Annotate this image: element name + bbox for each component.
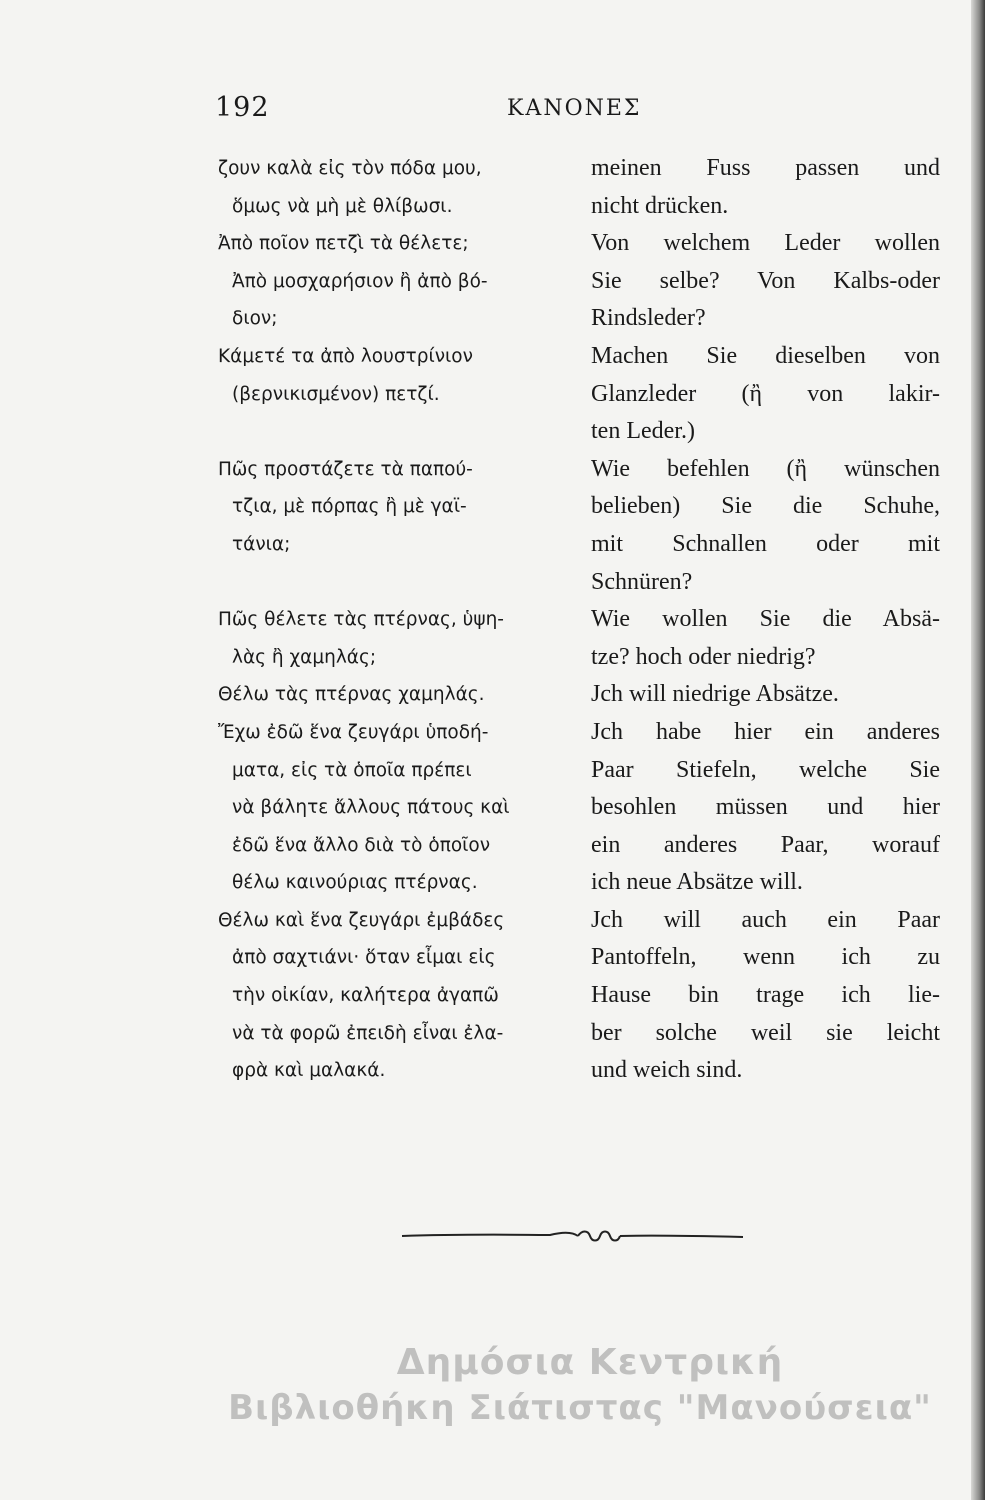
german-phrase	[591, 601, 940, 676]
greek-phrase	[218, 338, 591, 451]
ornament-right-line	[620, 1236, 743, 1237]
phrase-entry	[218, 225, 940, 338]
german-phrase	[591, 676, 940, 714]
phrase-entry	[218, 902, 940, 1090]
phrase-entry	[218, 338, 940, 451]
german-line: Paar Stiefeln, welche Sie	[591, 756, 940, 783]
german-line: Jch habe hier ein anderes	[591, 718, 940, 745]
greek-line: θέλω καινούριας πτέρνας.	[232, 872, 478, 894]
german-line: tze? hoch oder niedrig?	[591, 643, 816, 670]
greek-line: νὰ βάλητε ἄλλους πάτους καὶ	[232, 797, 510, 819]
greek-line: Πῶς θέλετε τὰς πτέρνας, ὑψη-	[218, 609, 504, 631]
greek-line: διον;	[232, 308, 278, 330]
greek-phrase	[218, 714, 591, 902]
phrase-entry	[218, 451, 940, 601]
greek-phrase	[218, 601, 591, 676]
german-phrase	[591, 451, 940, 601]
phrase-entry	[218, 714, 940, 902]
greek-phrase	[218, 451, 591, 601]
greek-line: ἀπὸ σαχτιάνι· ὅταν εἶμαι εἰς	[232, 947, 496, 969]
german-phrase	[591, 714, 940, 902]
phrasebook-columns	[218, 150, 940, 1090]
german-line: und weich sind.	[591, 1057, 743, 1084]
greek-line: ἐδῶ ἕνα ἄλλο διὰ τὸ ὁποῖον	[232, 834, 491, 856]
page-header	[215, 92, 940, 132]
library-watermark-line1: Δημόσια Κεντρική	[396, 1342, 784, 1383]
german-line: ber solche weil sie leicht	[591, 1019, 940, 1046]
german-line: meinen Fuss passen und	[591, 155, 940, 181]
page-number: 192	[215, 92, 270, 123]
greek-line: Ἔχω ἐδῶ ἕνα ζευγάρι ὑποδή-	[218, 721, 489, 743]
german-line: Pantoffeln, wenn ich zu	[591, 944, 940, 971]
german-line: ein anderes Paar, worauf	[591, 831, 940, 858]
greek-phrase	[218, 902, 591, 1090]
greek-line: φρὰ καὶ μαλακά.	[232, 1060, 386, 1082]
german-phrase	[591, 150, 940, 225]
page-edge	[971, 0, 985, 1500]
greek-line: Κάμετέ τα ἀπὸ λουστρίνιον	[218, 345, 473, 367]
greek-line: τὴν οἰκίαν, καλήτερα ἀγαπῶ	[232, 985, 499, 1007]
greek-phrase	[218, 150, 591, 225]
ornament-divider	[400, 1224, 745, 1248]
greek-phrase	[218, 676, 591, 714]
german-line: besohlen müssen und hier	[591, 794, 940, 821]
german-line: Sie selbe? Von Kalbs-oder	[591, 267, 940, 294]
german-line: Hause bin trage ich lie-	[591, 982, 940, 1009]
greek-line: νὰ τὰ φορῶ ἐπειδὴ εἶναι ἐλα-	[232, 1022, 504, 1044]
greek-line: ζουν καλὰ εἰς τὸν πόδα μου,	[218, 158, 482, 179]
greek-line: Ἀπὸ ποῖον πετζὶ τὰ θέλετε;	[218, 233, 469, 255]
library-watermark-line2: Βιβλιοθήκη Σιάτιστας "Μανούσεια"	[228, 1388, 932, 1428]
ornament-left-line	[402, 1233, 578, 1236]
german-line: belieben) Sie die Schuhe,	[591, 493, 940, 520]
german-phrase	[591, 902, 940, 1090]
greek-line: (βερνικισμένον) πετζί.	[232, 383, 440, 405]
phrase-entry	[218, 150, 940, 225]
greek-line: ὅμως νὰ μὴ μὲ θλίβωσι.	[232, 195, 453, 217]
german-phrase	[591, 338, 940, 451]
running-title: ΚΑΝΟΝΕΣ	[507, 96, 642, 121]
german-line: Jch will niedrige Absätze.	[591, 681, 839, 708]
german-line: Glanzleder (ἢ von lakir-	[591, 380, 940, 407]
greek-line: τζια, μὲ πόρπας ἢ μὲ γαϊ-	[232, 496, 467, 518]
german-line: ich neue Absätze will.	[591, 869, 803, 896]
german-line: Schnüren?	[591, 568, 693, 595]
german-line: Wie befehlen (ἢ wünschen	[591, 455, 940, 482]
german-line: ten Leder.)	[591, 418, 695, 445]
phrase-entry	[218, 676, 940, 714]
german-line: Rindsleder?	[591, 305, 706, 332]
german-line: nicht drücken.	[591, 192, 729, 219]
german-line: Jch will auch ein Paar	[591, 906, 940, 933]
greek-line: τάνια;	[232, 533, 291, 555]
ornament-center-loops	[578, 1232, 620, 1241]
greek-line: λὰς ἢ χαμηλάς;	[232, 646, 377, 668]
greek-line: Ἀπὸ μοσχαρήσιον ἢ ἀπὸ βό-	[232, 270, 488, 292]
greek-line: Πῶς προστάζετε τὰ παπού-	[218, 458, 473, 480]
greek-line: Θέλω καὶ ἕνα ζευγάρι ἐμβάδες	[218, 909, 505, 931]
german-line: Von welchem Leder wollen	[591, 230, 940, 257]
phrase-entry	[218, 601, 940, 676]
german-line: mit Schnallen oder mit	[591, 530, 940, 557]
greek-phrase	[218, 225, 591, 338]
german-line: Wie wollen Sie die Absä-	[591, 606, 940, 633]
german-line: Machen Sie dieselben von	[591, 342, 940, 369]
german-phrase	[591, 225, 940, 338]
greek-line: Θέλω τὰς πτέρνας χαμηλάς.	[218, 684, 485, 706]
greek-line: ματα, εἰς τὰ ὁποῖα πρέπει	[232, 759, 472, 781]
